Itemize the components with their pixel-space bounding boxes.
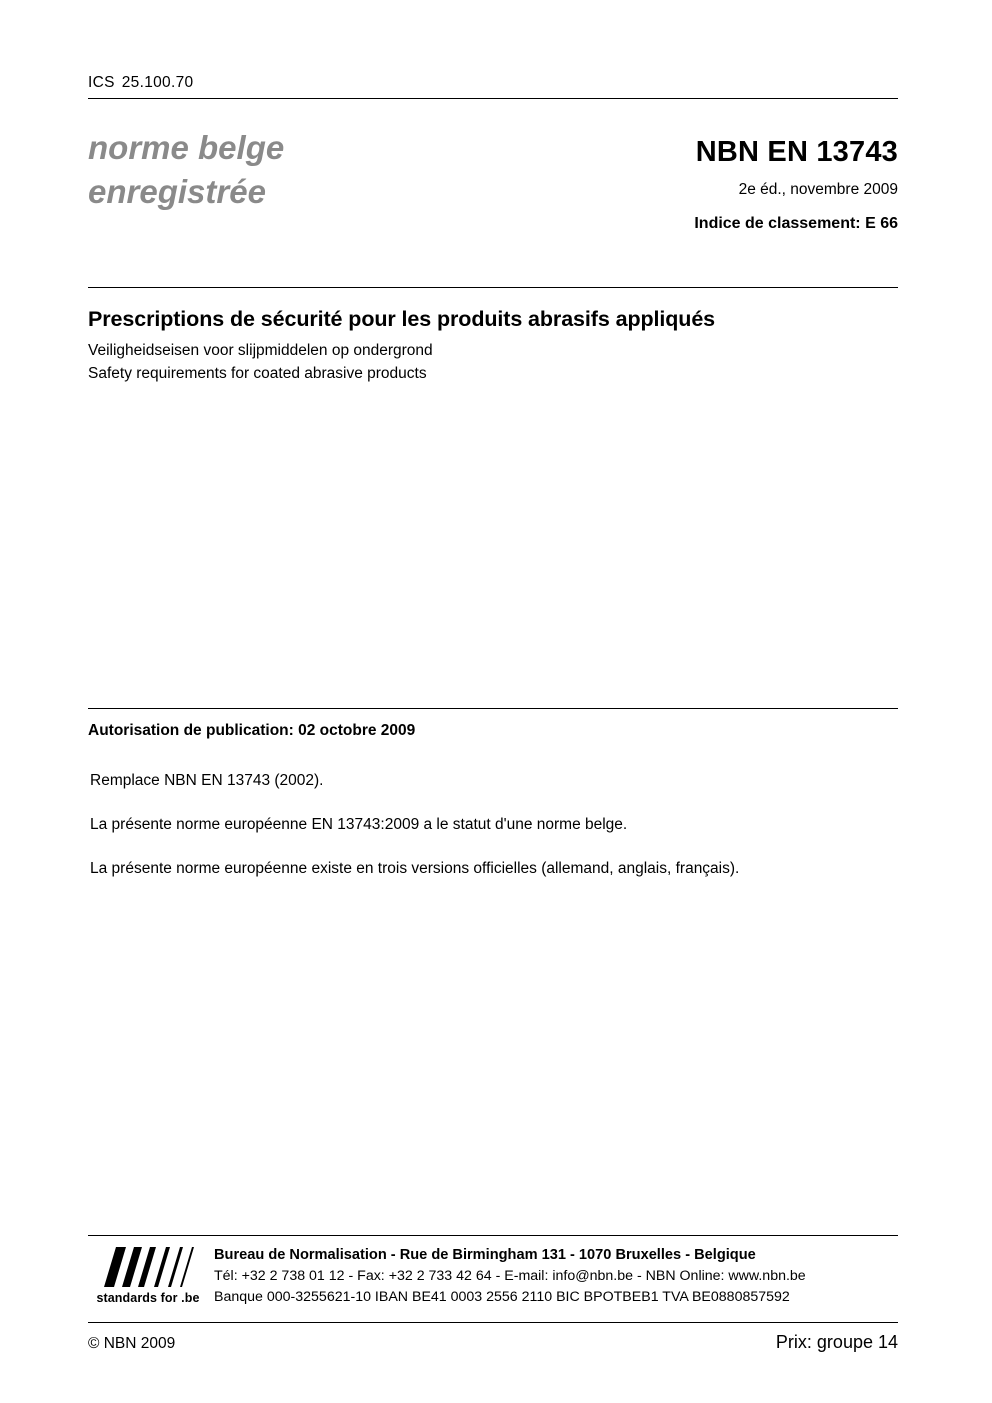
page-content bbox=[88, 0, 898, 1403]
title-french: Prescriptions de sécurité pour les produits abrasifs appliqués bbox=[88, 307, 716, 331]
price-group: Prix: groupe 14 bbox=[775, 1332, 898, 1352]
logo-tagline: standards for .be bbox=[96, 1291, 200, 1305]
footer-contact: Tél: +32 2 738 01 12 - Fax: +32 2 733 42 64 - E-mail: info@nbn.be - NBN Online: www.nbn.be bbox=[214, 1268, 806, 1284]
ics-line bbox=[88, 74, 898, 92]
ics-value: 25.100.70 bbox=[121, 74, 194, 91]
publication-authorization: Autorisation de publication: 02 octobre 2009 bbox=[88, 722, 416, 739]
standard-edition: 2e éd., novembre 2009 bbox=[738, 181, 898, 198]
standard-number: NBN EN 13743 bbox=[695, 136, 898, 168]
divider-bottom bbox=[88, 1322, 898, 1323]
footer-contact-info bbox=[214, 1245, 898, 1308]
title-english: Safety requirements for coated abrasive products bbox=[88, 365, 427, 382]
nbn-logo bbox=[88, 1243, 208, 1305]
brand-line-1: norme belge bbox=[88, 129, 285, 166]
copyright-notice: © NBN 2009 bbox=[88, 1335, 176, 1352]
title-block bbox=[88, 307, 898, 383]
divider-above-footer bbox=[88, 1235, 898, 1236]
ics-label: ICS bbox=[88, 74, 115, 91]
note-item: La présente norme européenne EN 13743:2009 a le statut d'une norme belge. bbox=[90, 816, 628, 833]
divider-above-publication bbox=[88, 708, 898, 709]
publication-notes bbox=[90, 772, 896, 878]
divider-below-brand bbox=[88, 287, 898, 288]
note-item: Remplace NBN EN 13743 (2002). bbox=[90, 772, 324, 789]
footer-block bbox=[88, 1243, 898, 1315]
nbn-logo-icon bbox=[100, 1243, 196, 1289]
brand-line-2: enregistrée bbox=[88, 173, 266, 210]
footer-bank: Banque 000-3255621-10 IBAN BE41 0003 2556 2110 BIC BPOTBEB1 TVA BE0880857592 bbox=[214, 1289, 790, 1305]
title-dutch: Veiligheidseisen voor slijpmiddelen op ondergrond bbox=[88, 342, 433, 359]
standard-identification bbox=[478, 136, 898, 233]
footer-address: Bureau de Normalisation - Rue de Birmingham 131 - 1070 Bruxelles - Belgique bbox=[214, 1247, 756, 1263]
standard-classification: Indice de classement: E 66 bbox=[694, 215, 898, 232]
divider-top bbox=[88, 98, 898, 99]
note-item: La présente norme européenne existe en trois versions officielles (allemand, anglais, français). bbox=[90, 860, 740, 877]
